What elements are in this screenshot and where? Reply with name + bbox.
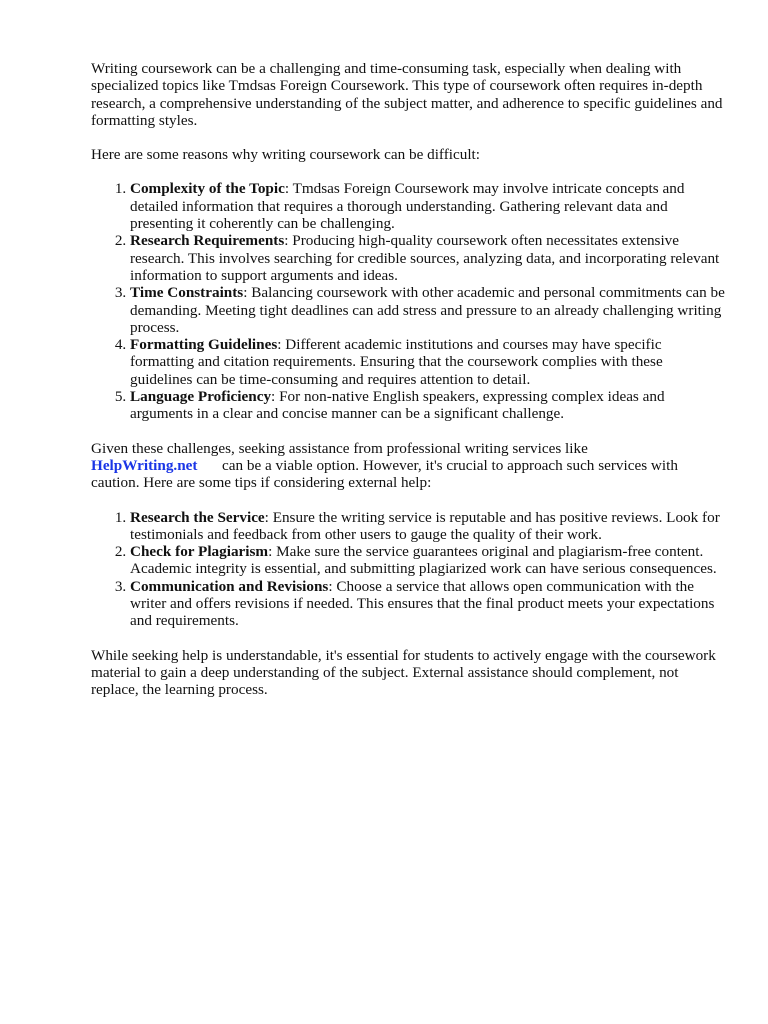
- list-item-title: Research the Service: [130, 508, 265, 526]
- list-item: [130, 578, 727, 630]
- list-item-text: : Ensure the writing service is reputable and has positive reviews. Look for testimonials and feedback from other users to gauge the quality of their work.: [130, 508, 720, 543]
- list-item-title: Research Requirements: [130, 232, 285, 250]
- helpwriting-link[interactable]: HelpWriting.net: [91, 456, 198, 474]
- list-item: [130, 336, 727, 388]
- assistance-paragraph: [91, 440, 727, 492]
- reasons-list: [91, 180, 727, 422]
- document-page: [91, 60, 727, 699]
- list-item-title: Communication and Revisions: [130, 577, 329, 595]
- list-item: [130, 509, 727, 544]
- list-item-text: : For non-native English speakers, expressing complex ideas and arguments in a clear and concise manner can be a significant challenge.: [130, 388, 665, 423]
- list-item-title: Time Constraints: [130, 284, 244, 302]
- list-item-title: Check for Plagiarism: [130, 543, 269, 561]
- assistance-after: can be a viable option. However, it's crucial to approach such services with caution. Here are some tips if considering external help:: [91, 456, 678, 492]
- list-item: [130, 543, 727, 578]
- conclusion-paragraph: While seeking help is understandable, it's essential for students to actively engage with the coursework material to gain a deep understanding of the subject. External assistance should complement, not replace, the learning process.: [91, 646, 716, 699]
- list-item-title: Formatting Guidelines: [130, 336, 278, 354]
- list-item-text: : Different academic institutions and courses may have specific formatting and citation requirements. Ensuring that the coursework complies with these guidelines can be time-consuming and requires attention to detail.: [130, 336, 663, 388]
- tips-list: [91, 509, 727, 630]
- list-item-text: : Balancing coursework with other academic and personal commitments can be demanding. Meeting tight deadlines can add stress and pressure to an already challenging writing process.: [130, 284, 725, 336]
- list-item-text: : Choose a service that allows open communication with the writer and offers revisions if needed. This ensures that the final product meets your expectations and requirements.: [130, 577, 715, 630]
- assistance-before: Given these challenges, seeking assistance from professional writing services like: [91, 439, 588, 457]
- intro-paragraph: Writing coursework can be a challenging and time-consuming task, especially when dealing with specialized topics like Tmdsas Foreign Coursework. This type of coursework often requires in-depth research, a comprehensive understanding of the subject matter, and adherence to specific guidelines and formatting styles.: [91, 60, 723, 129]
- list-item: [130, 284, 727, 336]
- reasons-heading: Here are some reasons why writing coursework can be difficult:: [91, 146, 480, 164]
- list-item: [130, 180, 727, 232]
- list-item-text: : Tmdsas Foreign Coursework may involve intricate concepts and detailed information that requires a thorough understanding. Gathering relevant data and presenting it coherently can be challenging.: [130, 180, 685, 233]
- list-item: [130, 232, 727, 284]
- list-item: [130, 388, 727, 423]
- list-item-text: : Producing high-quality coursework often necessitates extensive research. This involves searching for credible sources, analyzing data, and incorporating relevant information to support arguments and ideas.: [130, 232, 720, 284]
- list-item-title: Language Proficiency: [130, 388, 272, 406]
- list-item-title: Complexity of the Topic: [130, 180, 285, 198]
- list-item-text: : Make sure the service guarantees original and plagiarism-free content. Academic integrity is essential, and submitting plagiarized work can have serious consequences.: [130, 543, 717, 578]
